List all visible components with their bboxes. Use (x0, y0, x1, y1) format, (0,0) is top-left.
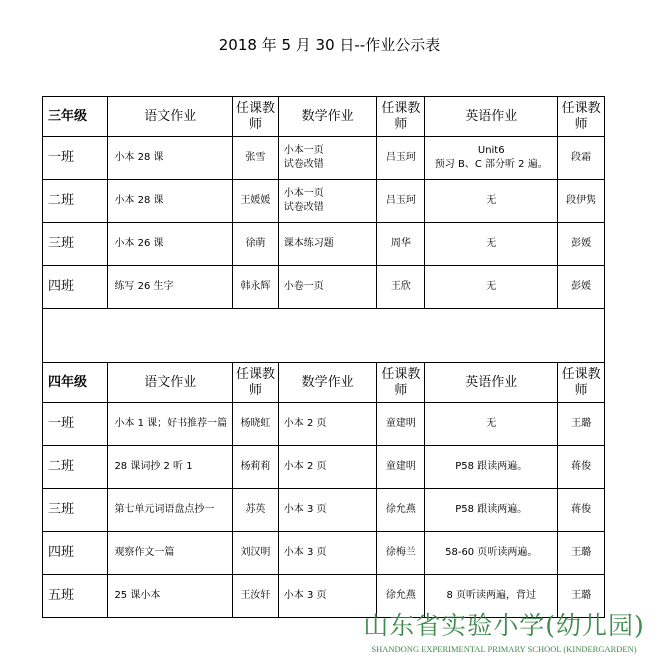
table-row (43, 223, 605, 266)
english-teacher: 王璐 (558, 575, 605, 618)
math-teacher: 徐允燕 (377, 575, 425, 618)
chinese-homework: 25 课小本 (108, 575, 233, 618)
class-name: 一班 (43, 137, 108, 180)
chinese-teacher: 王汝轩 (233, 575, 279, 618)
grade4-header-row (43, 363, 605, 403)
math-homework: 小本 2 页 (278, 446, 377, 489)
math-homework: 课本练习题 (278, 223, 377, 266)
section-gap (43, 309, 605, 363)
chinese-teacher: 王媛媛 (233, 180, 279, 223)
chinese-homework: 小本 1 课；好书推荐一篇 (108, 403, 233, 446)
table-row (43, 180, 605, 223)
page-title: 2018 年 5 月 30 日--作业公示表 (218, 36, 441, 54)
table-row (43, 446, 605, 489)
chinese-homework: 小本 26 课 (108, 223, 233, 266)
english-homework: Unit6 预习 B、C 部分听 2 遍。 (425, 137, 558, 180)
blank-row (43, 309, 605, 363)
grade3-header-row (43, 97, 605, 137)
grade4-section (43, 363, 605, 618)
math-homework: 小本 2 页 (278, 403, 377, 446)
chinese-homework: 28 课词抄 2 听 1 (108, 446, 233, 489)
header-math: 数学作业 (278, 363, 377, 403)
header-teacher: 任课教师 (558, 97, 605, 137)
english-homework: P58 跟读两遍。 (425, 489, 558, 532)
table-row (43, 532, 605, 575)
english-homework: 无 (425, 403, 558, 446)
english-teacher: 王璐 (558, 403, 605, 446)
class-name: 二班 (43, 446, 108, 489)
class-name: 二班 (43, 180, 108, 223)
english-teacher: 蒋俊 (558, 446, 605, 489)
math-teacher: 吕玉珂 (377, 180, 425, 223)
class-name: 一班 (43, 403, 108, 446)
header-english: 英语作业 (425, 97, 558, 137)
header-teacher: 任课教师 (558, 363, 605, 403)
chinese-teacher: 苏英 (233, 489, 279, 532)
english-homework: P58 跟读两遍。 (425, 446, 558, 489)
homework-table (42, 96, 605, 618)
header-teacher: 任课教师 (233, 363, 279, 403)
math-homework: 小卷一页 (278, 266, 377, 309)
chinese-teacher: 徐萌 (233, 223, 279, 266)
english-teacher: 彭媛 (558, 266, 605, 309)
english-teacher: 王璐 (558, 532, 605, 575)
english-homework: 无 (425, 180, 558, 223)
header-chinese: 语文作业 (108, 97, 233, 137)
chinese-homework: 练写 26 生字 (108, 266, 233, 309)
math-teacher: 徐梅兰 (377, 532, 425, 575)
math-homework: 小本 3 页 (278, 489, 377, 532)
english-teacher: 蒋俊 (558, 489, 605, 532)
chinese-teacher: 张雪 (233, 137, 279, 180)
chinese-homework: 小本 28 课 (108, 137, 233, 180)
english-homework: 无 (425, 223, 558, 266)
math-homework: 小本 3 页 (278, 532, 377, 575)
chinese-teacher: 刘汉明 (233, 532, 279, 575)
header-teacher: 任课教师 (233, 97, 279, 137)
chinese-homework: 小本 28 课 (108, 180, 233, 223)
grade3-section (43, 97, 605, 309)
class-name: 三班 (43, 223, 108, 266)
english-teacher: 彭媛 (558, 223, 605, 266)
chinese-homework: 第七单元词语盘点抄一 (108, 489, 233, 532)
chinese-teacher: 杨莉莉 (233, 446, 279, 489)
math-teacher: 徐允燕 (377, 489, 425, 532)
class-name: 四班 (43, 266, 108, 309)
header-teacher: 任课教师 (377, 363, 425, 403)
school-watermark (358, 606, 658, 661)
math-homework: 小本一页 试卷改错 (278, 180, 377, 223)
math-teacher: 童建明 (377, 446, 425, 489)
english-teacher: 段伊隽 (558, 180, 605, 223)
header-math: 数学作业 (278, 97, 377, 137)
table-row (43, 403, 605, 446)
class-name: 四班 (43, 532, 108, 575)
math-teacher: 童建明 (377, 403, 425, 446)
math-teacher: 吕玉珂 (377, 137, 425, 180)
school-name-chinese: 山东省实验小学(幼儿园) (363, 611, 645, 640)
math-homework: 小本 3 页 (278, 575, 377, 618)
header-english: 英语作业 (425, 363, 558, 403)
class-name: 三班 (43, 489, 108, 532)
english-homework: 无 (425, 266, 558, 309)
grade-label: 三年级 (43, 97, 108, 137)
chinese-teacher: 韩永辉 (233, 266, 279, 309)
math-teacher: 周华 (377, 223, 425, 266)
chinese-teacher: 杨晓虹 (233, 403, 279, 446)
table-row (43, 137, 605, 180)
english-teacher: 段霜 (558, 137, 605, 180)
english-homework: 58-60 页听读两遍。 (425, 532, 558, 575)
english-homework: 8 页听读两遍，背过 (425, 575, 558, 618)
header-teacher: 任课教师 (377, 97, 425, 137)
class-name: 五班 (43, 575, 108, 618)
school-name-english: SHANDONG EXPERIMENTAL PRIMARY SCHOOL (KINDERGARDEN) (371, 644, 637, 654)
grade-label: 四年级 (43, 363, 108, 403)
table-row (43, 489, 605, 532)
math-teacher: 王欣 (377, 266, 425, 309)
chinese-homework: 观察作文一篇 (108, 532, 233, 575)
table-row (43, 266, 605, 309)
header-chinese: 语文作业 (108, 363, 233, 403)
math-homework: 小本一页 试卷改错 (278, 137, 377, 180)
